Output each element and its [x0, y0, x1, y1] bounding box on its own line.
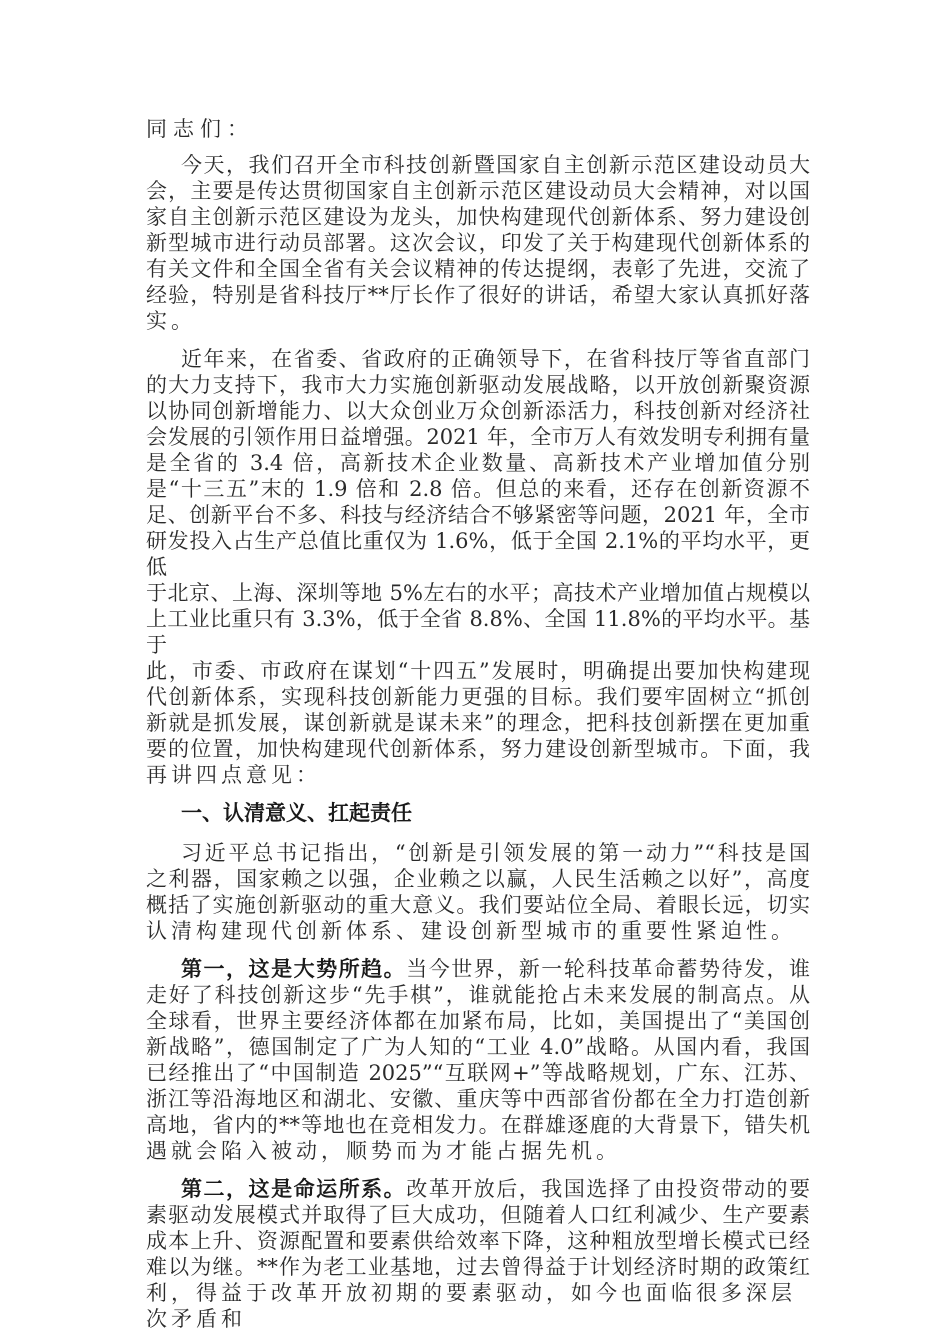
- paragraph: [146, 346, 810, 788]
- text-line: 新战略”，德国制定了广为人知的“工业 4.0”战略。从国内看，我国: [146, 1035, 810, 1059]
- text-line: 经验，特别是省科技厅**厅长作了很好的讲话，希望大家认真抓好落: [146, 283, 810, 307]
- paragraph: [146, 152, 810, 334]
- text-line: 利，得益于改革开放初期的要素驱动，如今也面临很多深层次矛盾和: [146, 1281, 796, 1331]
- text-line: 的大力支持下，我市大力实施创新驱动发展战略，以开放创新聚资源: [146, 373, 810, 397]
- line-text: 当今世界，新一轮科技革命蓄势待发，谁: [406, 957, 811, 981]
- bold-lead: 第一，这是大势所趋。: [181, 956, 407, 981]
- text-line: 是全省的 3.4 倍，高新技术企业数量、高新技术产业增加值分别: [146, 451, 810, 475]
- text-line: 以协同创新增能力、以大众创业万众创新添活力，科技创新对经济社: [146, 399, 810, 423]
- text-line: 家自主创新示范区建设为龙头，加快构建现代创新体系、努力建设创: [146, 205, 810, 229]
- text-line: 会，主要是传达贯彻国家自主创新示范区建设动员大会精神，对以国: [146, 179, 810, 203]
- text-line: 浙江等沿海地区和湖北、安徽、重庆等中西部省份都在全力打造创新: [146, 1087, 810, 1111]
- text-line: 认清构建现代创新体系、建设创新型城市的重要性紧迫性。: [146, 919, 796, 943]
- text-line: 素驱动发展模式并取得了巨大成功，但随着人口红利减少、生产要素: [146, 1203, 810, 1227]
- text-line: 于北京、上海、深圳等地 5%左右的水平；高技术产业增加值占规模以: [146, 581, 810, 605]
- text-line: 概括了实施创新驱动的重大意义。我们要站位全局、着眼长远，切实: [146, 893, 810, 917]
- text-line: 已经推出了“中国制造 2025”“互联网+”等战略规划，广东、江苏、: [146, 1061, 810, 1085]
- section-heading: 一、认清意义、扛起责任: [181, 800, 412, 825]
- text-line: 全球看，世界主要经济体都在加紧布局，比如，美国提出了“美国创: [146, 1009, 810, 1033]
- text-line: 难以为继。**作为老工业基地，过去曾得益于计划经济时期的政策红: [146, 1255, 810, 1279]
- text-line: 高地，省内的**等地也在竞相发力。在群雄逐鹿的大背景下，错失机: [146, 1113, 810, 1137]
- line-text: 改革开放后，我国选择了由投资带动的要: [406, 1177, 811, 1201]
- text-line: 此，市委、市政府在谋划“十四五”发展时，明确提出要加快构建现: [146, 659, 810, 683]
- text-line: 遇就会陷入被动，顺势而为才能占据先机。: [146, 1139, 621, 1163]
- text-line: 成本上升、资源配置和要素供给效率下降，这种粗放型增长模式已经: [146, 1229, 810, 1253]
- text-line: 习近平总书记指出，“创新是引领发展的第一动力”“科技是国: [181, 841, 810, 865]
- bold-lead: 第二，这是命运所系。: [181, 1176, 407, 1201]
- text-line: 会发展的引领作用日益增强。2021 年，全市万人有效发明专利拥有量: [146, 425, 810, 449]
- text-line: 今天，我们召开全市科技创新暨国家自主创新示范区建设动员大: [181, 153, 810, 177]
- paragraph: [146, 956, 810, 1164]
- text-line: 有关文件和全国全省有关会议精神的传达提纲，表彰了先进，交流了: [146, 257, 810, 281]
- document-body: [146, 152, 810, 1332]
- paragraph: [146, 1176, 810, 1332]
- text-line: 实。: [146, 309, 196, 333]
- salutation: 同志们：: [146, 117, 254, 141]
- paragraph: [146, 840, 810, 944]
- text-line: 是“十三五”末的 1.9 倍和 2.8 倍。但总的来看，还存在创新资源不: [146, 477, 810, 501]
- text-line: 新就是抓发展，谋创新就是谋未来”的理念，把科技创新摆在更加重: [146, 711, 810, 735]
- text-line: [146, 1176, 810, 1202]
- text-line: 上工业比重只有 3.3%，低于全省 8.8%、全国 11.8%的平均水平。基于: [146, 607, 810, 657]
- text-line: 新型城市进行动员部署。这次会议，印发了关于构建现代创新体系的: [146, 231, 810, 255]
- text-line: 足、创新平台不多、科技与经济结合不够紧密等问题，2021 年，全市: [146, 503, 810, 527]
- text-line: [146, 956, 810, 982]
- text-line: 代创新体系，实现科技创新能力更强的目标。我们要牢固树立“抓创: [146, 685, 810, 709]
- text-line: 走好了科技创新这步“先手棋”，谁就能抢占未来发展的制高点。从: [146, 983, 810, 1007]
- text-line: 近年来，在省委、省政府的正确领导下，在省科技厅等省直部门: [181, 347, 810, 371]
- document-page: [146, 116, 810, 1344]
- text-line: 之利器，国家赖之以强，企业赖之以赢，人民生活赖之以好”，高度: [146, 867, 810, 891]
- text-line: 研发投入占生产总值比重仅为 1.6%，低于全国 2.1%的平均水平，更低: [146, 529, 810, 579]
- text-line: 要的位置，加快构建现代创新体系，努力建设创新型城市。下面，我: [146, 737, 810, 761]
- text-line: 再讲四点意见：: [146, 763, 321, 787]
